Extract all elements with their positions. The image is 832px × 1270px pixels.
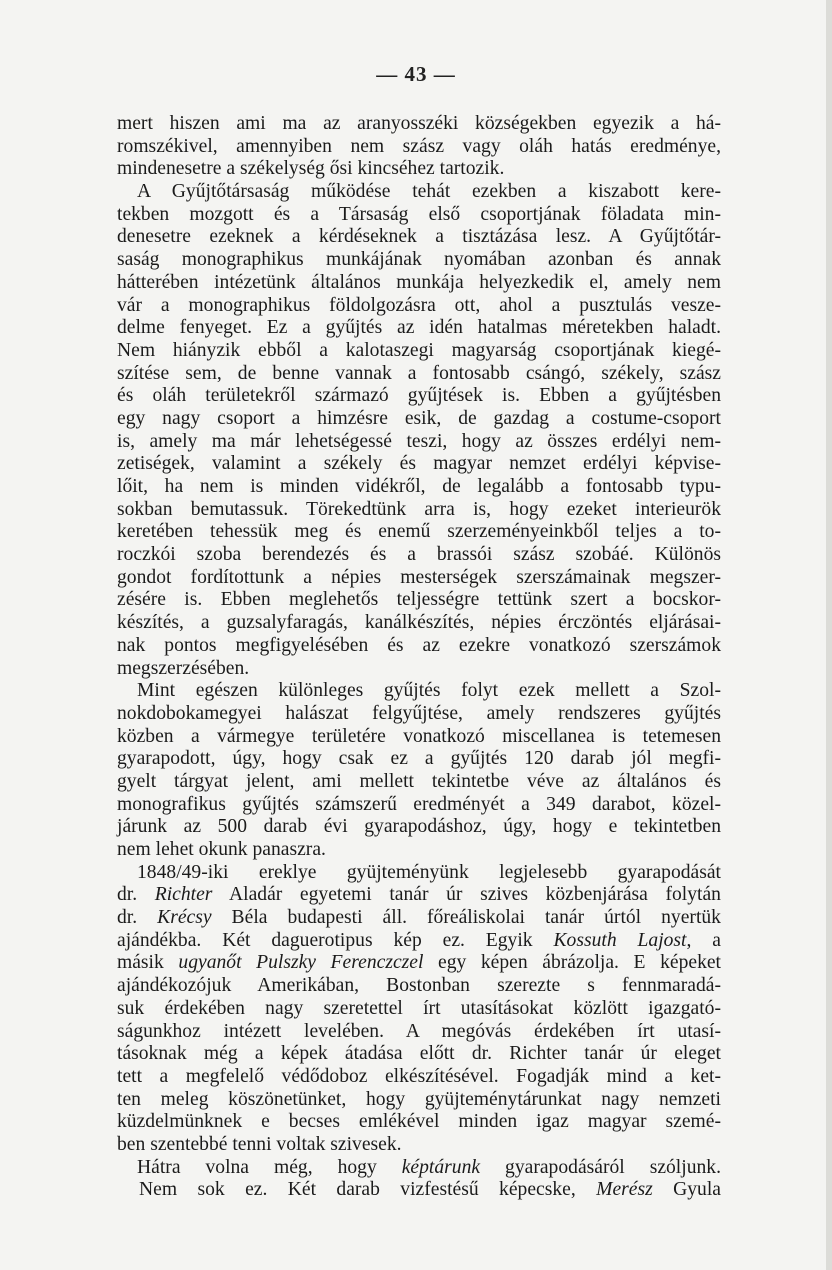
- text-line: megszerzésében.: [117, 657, 250, 679]
- text-line: nem lehet okunk panaszra.: [117, 839, 326, 860]
- text-span: másik: [117, 952, 179, 974]
- text-line: mert hiszen ami ma az aranyosszéki községekben egyezik a há-: [117, 113, 721, 134]
- text-line: suk érdekében nagy szeretettel írt utasításokat közlött igazgató-: [117, 997, 721, 1019]
- text-line: keretében tehessük meg és enemű szerzeményeinkből teljes a to-: [117, 521, 721, 543]
- italic-name: képtárunk: [401, 1156, 481, 1178]
- text-line: és oláh területekről származó gyűjtések is. Ebben a gyűjtésben: [117, 385, 721, 407]
- text-line: Nem hiányzik ebből a kalotaszegi magyarság csoportjának kiegé-: [117, 339, 721, 361]
- italic-name: ugyanőt Pulszky Ferenczczel: [178, 952, 424, 974]
- text-line: járunk az 500 darab évi gyarapodáshoz, úgy, hogy e tekintetben: [117, 816, 721, 838]
- italic-name: Krécsy: [157, 907, 212, 929]
- text-line: tekben mozgott és a Társaság első csoportjának föladata min-: [117, 203, 721, 225]
- text-line: romszékivel, amennyiben nem szász vagy oláh hatás eredménye,: [117, 135, 721, 157]
- text-line: szítése sem, de benne vannak a fontosabb csángó, székely, szász: [117, 362, 721, 384]
- text-line: nokdobokamegyei halászat felgyűjtése, amely rendszeres gyűjtés: [117, 702, 721, 724]
- text-span: Béla budapesti áll. főreáliskolai tanár úrtól nyertük: [211, 907, 721, 929]
- text-span: Aladár egyetemi tanár úr szives közbenjárása folytán: [212, 884, 721, 906]
- text-span: ajándékba. Két daguerotipus kép ez. Egyik: [117, 929, 554, 951]
- text-line: ajándékozójuk Amerikában, Bostonban szerezte s fennmaradá-: [117, 975, 721, 997]
- text-line: gondot fordítottunk a népies mesterségek szerszámainak megszer-: [117, 566, 721, 588]
- text-line: A Gyűjtőtársaság működése tehát ezekben a kiszabott kere-: [137, 181, 721, 203]
- text-line: denesetre ezeknek a kérdéseknek a tisztázása lesz. A Gyűjtőtár-: [117, 226, 721, 248]
- text-line: [117, 907, 721, 930]
- text-span: dr.: [117, 907, 158, 929]
- text-line: 1848/49-iki ereklye gyüjteményünk legjelesebb gyarapodását: [137, 861, 721, 883]
- text-line: delme fenyeget. Ez a gyűjtés az idén hatalmas méretekben haladt.: [117, 317, 721, 339]
- text-line: [117, 884, 721, 907]
- text-line: monografikus gyűjtés számszerű eredményét a 349 darabot, közel-: [117, 793, 721, 815]
- text-line: lőit, ha nem is minden vidékről, de legalább a fontosabb typu-: [117, 476, 721, 497]
- italic-name: Richter: [154, 884, 213, 906]
- text-line: készítés, a guzsalyfaragás, kanálkészítés, népies érczöntés eljárásai-: [117, 612, 721, 634]
- text-span: Gyula: [652, 1179, 721, 1201]
- text-span: egy képen ábrázolja. E képeket: [423, 952, 722, 974]
- text-line: nak pontos megfigyelésében és az ezekre vonatkozó szerszámok: [117, 634, 721, 656]
- text-line: sokban bemutassuk. Törekedtünk arra is, hogy ezeket interieurök: [117, 498, 721, 520]
- text-line: ben szentebbé tenni voltak szivesek.: [117, 1133, 402, 1155]
- text-line: ságunkhoz intézett levelében. A megóvás érdekében írt utasí-: [117, 1020, 721, 1042]
- text-line: is, amely ma már lehetségessé teszi, hogy az összes erdélyi nem-: [117, 430, 721, 452]
- text-line: zetiségek, valamint a székely és magyar nemzet erdélyi képvise-: [117, 453, 721, 475]
- text-line: Mint egészen különleges gyűjtés folyt ezek mellett a Szol-: [137, 680, 721, 702]
- text-line: hátterében intézetünk általános munkája helyezkedik el, amely nem: [117, 271, 721, 293]
- text-line: zésére is. Ebben meglehetős teljességre tettünk szert a bocskor-: [117, 589, 721, 611]
- text-line: ten meleg köszönetünket, hogy gyüjteménytárunkat nagy nemzeti: [117, 1088, 721, 1110]
- text-line: vár a monographikus földolgozásra ott, ahol a pusztulás vesze-: [117, 294, 721, 316]
- text-line: küzdelmünknek e becses emlékével minden igaz magyar szemé-: [117, 1111, 721, 1133]
- text-line: [117, 952, 721, 975]
- text-span: dr.: [117, 884, 155, 906]
- text-line: gyelt tárgyat jelent, ami mellett tekintetbe véve az általános és: [117, 770, 721, 792]
- text-line: [117, 1157, 721, 1180]
- text-line: egy nagy csoport a himzésre esik, de gazdag a costume-csoport: [117, 407, 721, 429]
- text-line: tásoknak még a képek átadása előtt dr. Richter tanár úr eleget: [117, 1043, 721, 1065]
- text-line: gyarapodott, úgy, hogy csak ez a gyűjtés 120 darab jól megfi-: [117, 748, 721, 770]
- italic-name: Kossuth Lajost: [553, 929, 687, 951]
- text-line: [117, 930, 721, 953]
- text-line: tett a megfelelő védődoboz elkészítésével. Fogadják mind a ket-: [117, 1065, 721, 1087]
- text-line: roczkói szoba berendezés és a brassói szász szobáé. Különös: [117, 544, 721, 566]
- italic-name: Merész: [596, 1179, 653, 1201]
- text-span: gyarapodásáról szóljunk.: [480, 1156, 721, 1178]
- text-span: Hátra volna még, hogy: [137, 1156, 402, 1178]
- text-line: mindenesetre a székelység ősi kincséhez tartozik.: [117, 158, 505, 180]
- page-number: — 43 —: [376, 62, 456, 86]
- text-span: Nem sok ez. Két darab vizfestésű képecske,: [139, 1179, 597, 1201]
- body-text: [117, 113, 721, 1202]
- text-line: [117, 1179, 721, 1202]
- text-line: közben a vármegye területére vonatkozó miscellanea is tetemesen: [117, 725, 721, 747]
- text-span: , a: [686, 929, 721, 951]
- text-line: saság monographikus munkájának nyomában azonban és annak: [117, 249, 721, 271]
